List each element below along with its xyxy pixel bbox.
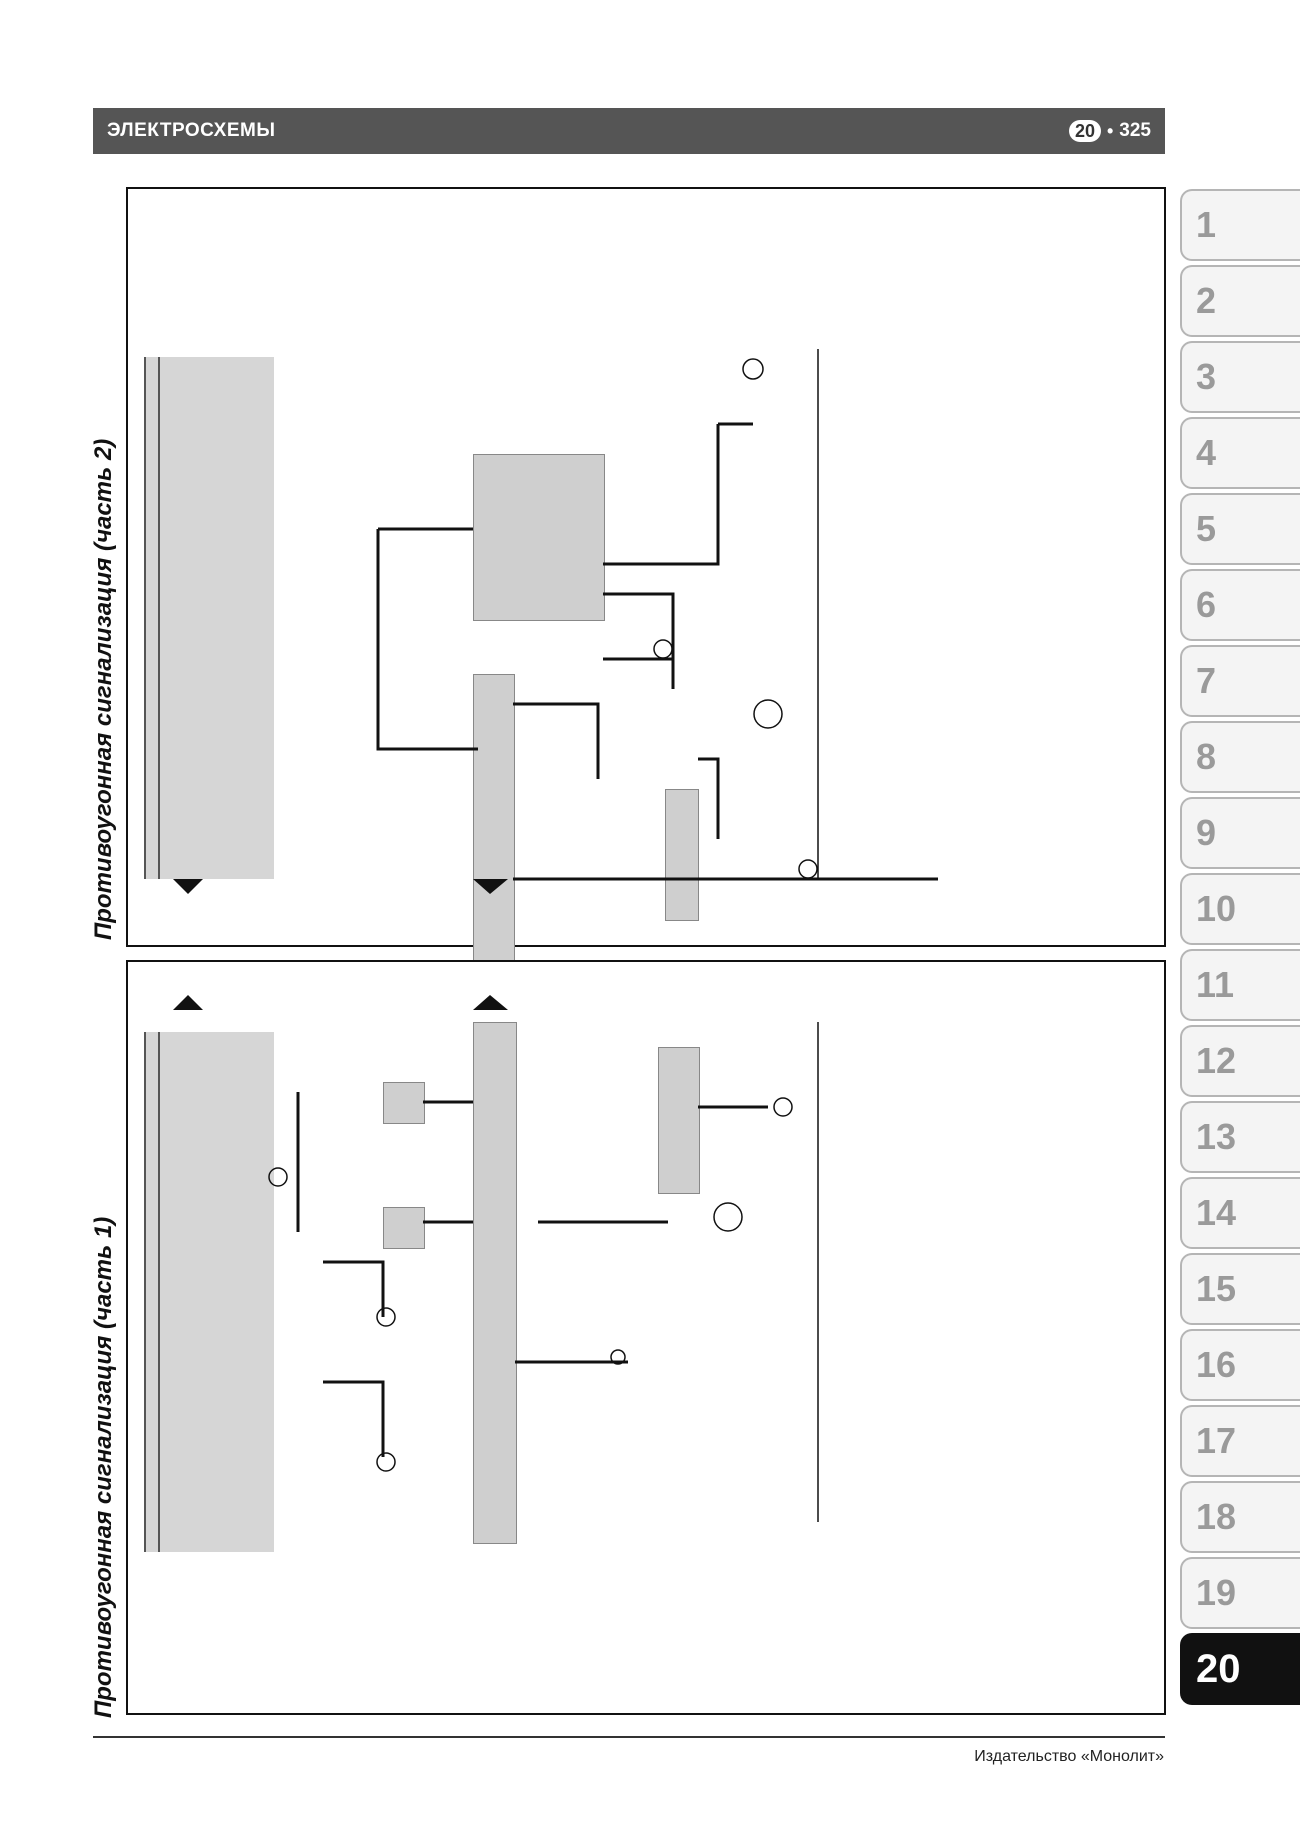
page-reference	[1069, 120, 1151, 142]
chapter-tab-9[interactable]: 9	[1180, 797, 1300, 869]
chapter-tab-7[interactable]: 7	[1180, 645, 1300, 717]
chapter-tab-10[interactable]: 10	[1180, 873, 1300, 945]
wiring-lines	[128, 962, 1164, 1713]
chapter-tab-19[interactable]: 19	[1180, 1557, 1300, 1629]
chapter-tab-4[interactable]: 4	[1180, 417, 1300, 489]
chapter-tab-16[interactable]: 16	[1180, 1329, 1300, 1401]
chapter-tab-3[interactable]: 3	[1180, 341, 1300, 413]
chapter-tab-18[interactable]: 18	[1180, 1481, 1300, 1553]
chapter-tab-1[interactable]: 1	[1180, 189, 1300, 261]
wiring-lines	[128, 189, 1164, 945]
wiring-diagram-part-1	[126, 960, 1166, 1715]
page-header	[93, 108, 1165, 154]
chapter-badge: 20	[1069, 120, 1101, 142]
chapter-tab-5[interactable]: 5	[1180, 493, 1300, 565]
chapter-tab-17[interactable]: 17	[1180, 1405, 1300, 1477]
diagram-title-part-1: Противоугонная сигнализация (часть 1)	[90, 1216, 117, 1718]
diagram-title-part-2: Противоугонная сигнализация (часть 2)	[90, 438, 117, 940]
chapter-tab-15[interactable]: 15	[1180, 1253, 1300, 1325]
chapter-tab-14[interactable]: 14	[1180, 1177, 1300, 1249]
chapter-tab-2[interactable]: 2	[1180, 265, 1300, 337]
section-title: ЭЛЕКТРОСХЕМЫ	[107, 120, 276, 141]
publisher-credit: Издательство «Монолит»	[974, 1748, 1164, 1765]
chapter-tab-13[interactable]: 13	[1180, 1101, 1300, 1173]
chapter-tab-6[interactable]: 6	[1180, 569, 1300, 641]
chapter-tab-12[interactable]: 12	[1180, 1025, 1300, 1097]
separator-dot: •	[1106, 120, 1114, 141]
footer-rule	[93, 1736, 1165, 1738]
chapter-tab-11[interactable]: 11	[1180, 949, 1300, 1021]
page-number: 325	[1119, 120, 1151, 141]
chapter-tab-8[interactable]: 8	[1180, 721, 1300, 793]
wiring-diagram-part-2	[126, 187, 1166, 947]
chapter-tab-20-active[interactable]: 20	[1180, 1633, 1300, 1705]
